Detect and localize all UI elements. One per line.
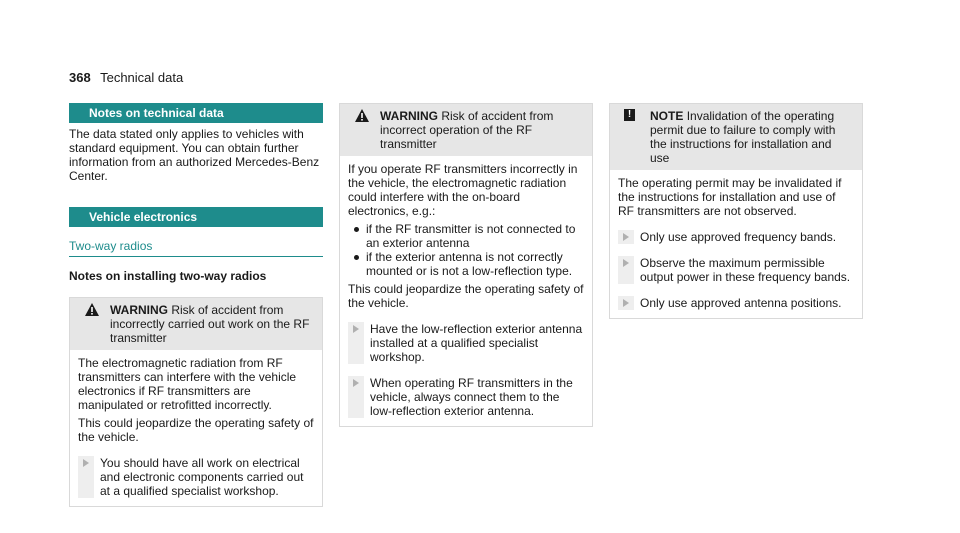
- action-step: [618, 230, 854, 244]
- warning-paragraph: The electromagnetic radiation from RF transmitters can interfere with the vehicle electronics if RF transmitters are manipulated or retrofitted incorrectly.: [78, 356, 297, 412]
- warning-box: [69, 297, 323, 507]
- step-text: Only use approved antenna positions.: [640, 296, 842, 310]
- installing-radios-heading: Notes on installing two-way radios: [69, 269, 267, 283]
- warning-header: [70, 298, 322, 350]
- vehicle-electronics-title: Vehicle electronics: [69, 207, 323, 227]
- warning-body: [70, 350, 322, 506]
- warning-box: [339, 103, 593, 427]
- column-3: [609, 103, 863, 319]
- step-arrow-icon: [623, 259, 629, 267]
- step-arrow-icon: [623, 299, 629, 307]
- warning-header: [340, 104, 592, 156]
- notes-technical-data-text: The data stated only applies to vehicles with standard equipment. You can obtain further information from an authorized Mercedes-Benz Center.: [69, 127, 320, 183]
- two-way-radios-heading: Two-way radios: [69, 239, 323, 257]
- step-arrow-icon: [353, 379, 359, 387]
- action-step: [78, 456, 314, 498]
- step-text: When operating RF transmitters in the vehicle, always connect them to the low-reflection exterior antenna.: [370, 376, 573, 418]
- action-step: [348, 376, 584, 418]
- step-text: Observe the maximum permissible output power in these frequency bands.: [640, 256, 851, 284]
- step-arrow-icon: [353, 325, 359, 333]
- action-step: [618, 256, 854, 284]
- warning-title: Risk of accident from incorrectly carried out work on the RF transmitter: [110, 303, 310, 345]
- warning-paragraph: This could jeopardize the operating safety of the vehicle.: [348, 282, 584, 310]
- exclamation-icon: !: [624, 109, 635, 121]
- step-arrow-icon: [623, 233, 629, 241]
- list-item: if the exterior antenna is not correctly mounted or is not a low-reflection type.: [348, 250, 584, 278]
- step-text: You should have all work on electrical and electronic components carried out at a qualified specialist workshop.: [100, 456, 304, 498]
- section-title: Technical data: [100, 70, 184, 85]
- step-arrow-icon: [83, 459, 89, 467]
- page-number: 368: [69, 70, 91, 85]
- step-text: Have the low-reflection exterior antenna installed at a qualified specialist workshop.: [370, 322, 583, 364]
- warning-label: WARNING: [110, 303, 168, 317]
- note-label: NOTE: [650, 109, 684, 123]
- warning-icon: [354, 108, 370, 123]
- page-header: [69, 70, 183, 85]
- note-title: Invalidation of the operating permit due to failure to comply with the instructions for installation and use: [650, 109, 836, 165]
- note-body: [610, 170, 862, 318]
- warning-title: Risk of accident from incorrect operation of the RF transmitter: [380, 109, 554, 151]
- action-step: [618, 296, 854, 310]
- step-text: Only use approved frequency bands.: [640, 230, 837, 244]
- action-step: [348, 322, 584, 364]
- column-1: [69, 103, 323, 507]
- warning-paragraph: This could jeopardize the operating safety of the vehicle.: [78, 416, 314, 444]
- list-item: if the RF transmitter is not connected to an exterior antenna: [348, 222, 584, 250]
- notes-technical-data-title: Notes on technical data: [69, 103, 323, 123]
- warning-paragraph: If you operate RF transmitters incorrectly in the vehicle, the electromagnetic radiation could interfere with the on-board electronics, e.g.:: [348, 162, 578, 218]
- bullet-list: [348, 222, 584, 278]
- warning-body: [340, 156, 592, 426]
- column-2: [339, 103, 593, 427]
- warning-label: WARNING: [380, 109, 438, 123]
- note-paragraph: The operating permit may be invalidated if the instructions for installation and use of RF transmitters are not observed.: [618, 176, 842, 218]
- note-header: [610, 104, 862, 170]
- note-box: [609, 103, 863, 319]
- warning-icon: [84, 302, 100, 317]
